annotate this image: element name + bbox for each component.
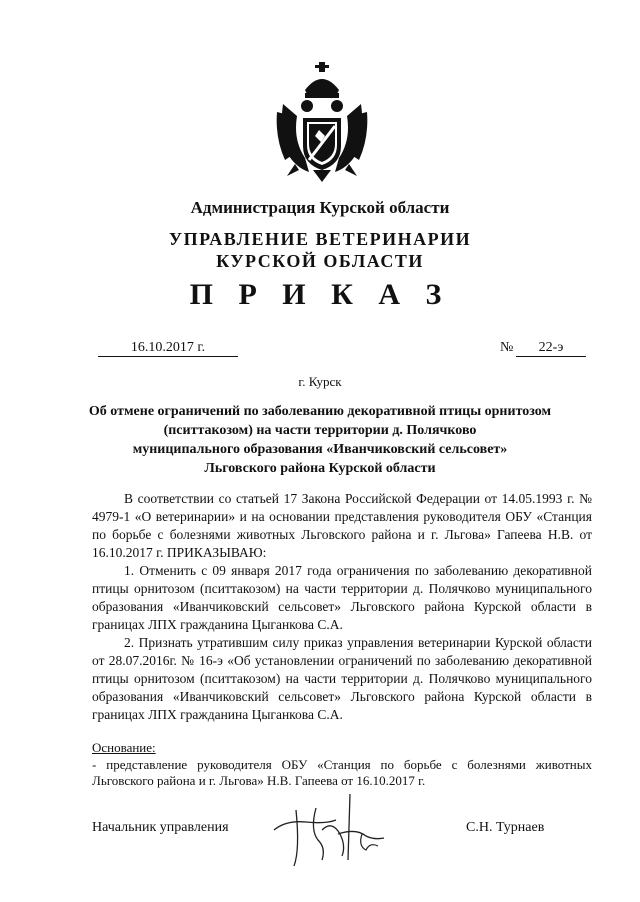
coat-of-arms-icon	[275, 60, 369, 184]
order-number: 22-э	[516, 340, 586, 357]
department-line-1: УПРАВЛЕНИЕ ВЕТЕРИНАРИИ	[168, 229, 472, 249]
basis-text: - представление руководителя ОБУ «Станция по борьбе с болезнями животных Льговского района и г. Льгова» Н.В. Гапеева от 16.10.2017 г.	[92, 757, 592, 788]
order-number-label: №	[500, 340, 514, 355]
organization-name: Администрация Курской области	[190, 198, 450, 217]
signature-image	[266, 790, 396, 870]
subject-line-4: Льговского района Курской области	[204, 461, 436, 476]
preamble-paragraph: В соответствии со статьей 17 Закона Российской Федерации от 14.05.1993 г. № 4979-1 «О ветеринарии» и на основании представления руководителя ОБУ «Станция по борьбе с болезнями животных Льговского района и г. Льгова» Гапеева Н.В. от 16.10.2017 г. ПРИКАЗЫВАЮ:	[92, 491, 592, 560]
order-date: 16.10.2017 г.	[98, 340, 238, 357]
signatory-title: Начальник управления	[92, 820, 229, 835]
order-item-2: 2. Признать утратившим силу приказ управления ветеринарии Курской области от 28.07.2016г. № 16-э «Об установлении ограничений по заболеванию декоративной птицы орнитозом (пситтакозом) на части территории д. Полячково муниципального образования «Иванчиковский сельсовет» Льговского района Курской области в границах ЛПХ гражданина Цыганкова С.А.	[92, 635, 592, 722]
subject-line-2: (пситтакозом) на части территории д. Полячково	[163, 423, 477, 438]
department-line-2: КУРСКОЙ ОБЛАСТИ	[216, 251, 424, 271]
basis-label: Основание:	[92, 740, 156, 755]
order-item-1: 1. Отменить с 09 января 2017 года ограничения по заболеванию декоративной птицы орнитозом (пситтакозом) на части территории д. Полячково муниципального образования «Иванчиковский сельсовет» Льговского района Курской области в границах ЛПХ гражданина Цыганкова С.А.	[92, 563, 592, 632]
subject-line-1: Об отмене ограничений по заболеванию декоративной птицы орнитозом	[88, 404, 552, 419]
order-subject	[80, 402, 560, 478]
department-name	[0, 228, 640, 272]
signatory-name: С.Н. Турнаев	[466, 820, 545, 835]
city: г. Курск	[298, 374, 342, 389]
document-type-title: П Р И К А З	[189, 278, 451, 311]
subject-line-3: муниципального образования «Иванчиковский сельсовет»	[132, 442, 508, 457]
